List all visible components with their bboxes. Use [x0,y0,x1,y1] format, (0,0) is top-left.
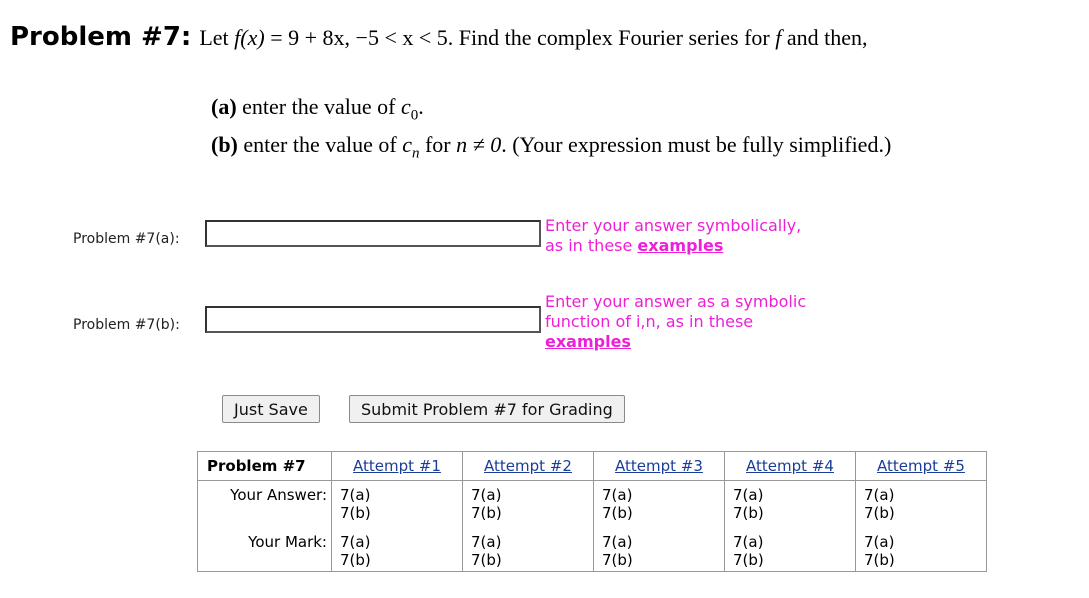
attempt-5-answer: 7(a) 7(b) [856,481,987,534]
attempt-5-mark: 7(a) 7(b) [856,533,987,572]
just-save-button[interactable]: Just Save [222,395,320,423]
attempt-1-mark: 7(a) 7(b) [332,533,463,572]
attempt-4-header [725,452,856,481]
examples-link-b[interactable]: examples [545,332,631,351]
attempt-2-link[interactable]: Attempt #2 [484,457,572,475]
table-row [198,533,987,572]
attempt-3-mark: 7(a) 7(b) [594,533,725,572]
attempt-1-header [332,452,463,481]
part-b-instruction: (b) enter the value of $c_n$ for n ≠ 0. (Your expression must be fully simplified.) [211,132,892,162]
attempt-5-link[interactable]: Attempt #5 [877,457,965,475]
answer-a-hint: Enter your answer symbolically, as in these examples [545,216,802,255]
problem-text: Let f(x) = 9 + 8x, −5 < x < 5. Find the complex Fourier series for f and then, [199,25,868,50]
attempt-3-answer: 7(a) 7(b) [594,481,725,534]
attempt-3-header [594,452,725,481]
attempts-header: Problem #7 [198,452,332,481]
answer-a-label: Problem #7(a): [73,231,180,247]
attempt-2-header [463,452,594,481]
answer-a-input[interactable] [205,220,541,247]
problem-statement [10,22,868,52]
your-mark-label: Your Mark: [198,533,332,572]
table-row [198,481,987,534]
problem-label: Problem #7: [10,22,192,52]
attempt-1-link[interactable]: Attempt #1 [353,457,441,475]
answer-b-input[interactable] [205,306,541,333]
attempts-table [197,451,987,572]
attempt-2-answer: 7(a) 7(b) [463,481,594,534]
attempt-5-header [856,452,987,481]
your-answer-label: Your Answer: [198,481,332,534]
part-a-instruction: (a) enter the value of $c_0$. [211,94,424,124]
answer-b-hint: Enter your answer as a symbolic function of i,n, as in these examples [545,292,807,351]
attempt-3-link[interactable]: Attempt #3 [615,457,703,475]
answer-b-label: Problem #7(b): [73,317,180,333]
attempt-4-answer: 7(a) 7(b) [725,481,856,534]
examples-link-a[interactable]: examples [637,236,724,255]
attempt-4-link[interactable]: Attempt #4 [746,457,834,475]
attempt-2-mark: 7(a) 7(b) [463,533,594,572]
attempt-1-answer: 7(a) 7(b) [332,481,463,534]
attempt-4-mark: 7(a) 7(b) [725,533,856,572]
submit-button[interactable]: Submit Problem #7 for Grading [349,395,625,423]
